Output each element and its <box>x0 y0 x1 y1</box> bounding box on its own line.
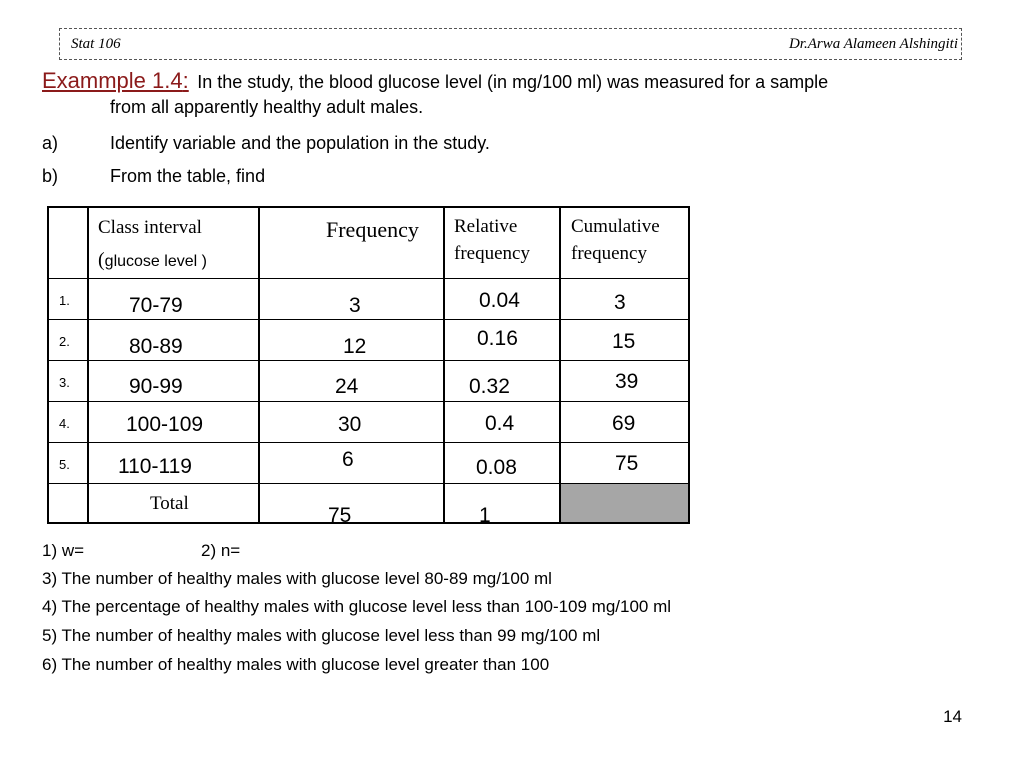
row-relative: 0.32 <box>469 375 510 398</box>
row-cumulative: 69 <box>612 412 636 435</box>
row-index: 5. <box>59 457 70 472</box>
example-heading <box>42 68 828 94</box>
row-frequency: 3 <box>349 294 361 317</box>
table-divider <box>49 319 688 320</box>
table-divider <box>49 278 688 279</box>
row-index: 2. <box>59 334 70 349</box>
part-b-text: From the table, find <box>110 166 266 186</box>
header-class-interval: Class interval <box>98 217 202 238</box>
table-divider <box>49 442 688 443</box>
row-cumulative: 3 <box>614 291 626 314</box>
header-cumulative-1: Cumulative <box>571 216 660 237</box>
question-4: 4) The percentage of healthy males with glucose level less than 100-109 mg/100 ml <box>42 597 672 616</box>
question-6: 6) The number of healthy males with glucose level greater than 100 <box>42 655 550 674</box>
header-frequency: Frequency <box>326 217 419 242</box>
row-relative: 0.4 <box>485 412 515 435</box>
total-label: Total <box>150 493 189 514</box>
row-frequency: 6 <box>342 448 354 471</box>
row-cumulative: 75 <box>615 452 639 475</box>
row-relative: 0.16 <box>477 327 518 350</box>
row-interval: 100-109 <box>126 413 204 436</box>
row-cumulative: 15 <box>612 330 636 353</box>
row-index: 4. <box>59 416 70 431</box>
table-divider <box>49 360 688 361</box>
example-intro-line1: In the study, the blood glucose level (in mg/100 ml) was measured for a sample <box>197 72 829 92</box>
page-number: 14 <box>943 707 962 726</box>
question-3: 3) The number of healthy males with glucose level 80-89 mg/100 ml <box>42 569 552 588</box>
table-divider <box>258 208 260 522</box>
header-cumulative-2: frequency <box>571 243 647 264</box>
header-glucose-level <box>98 249 207 272</box>
row-interval: 110-119 <box>118 455 192 478</box>
example-colon: : <box>182 68 189 93</box>
table-divider <box>49 401 688 402</box>
row-relative: 0.04 <box>479 289 520 312</box>
question-1: 1) w= <box>42 541 85 560</box>
example-title: Exammple 1.4 <box>42 68 183 93</box>
table-divider <box>87 208 89 522</box>
total-frequency: 75 <box>328 504 352 527</box>
header-relative-2: frequency <box>454 243 530 264</box>
course-label: Stat 106 <box>71 36 121 52</box>
row-interval: 80-89 <box>129 335 183 358</box>
row-interval: 90-99 <box>129 375 183 398</box>
header-glucose-text: glucose level ) <box>104 253 207 270</box>
row-frequency: 12 <box>343 335 367 358</box>
empty-total-cell <box>561 484 688 522</box>
example-intro-line2: from all apparently healthy adult males. <box>110 97 424 117</box>
table-divider <box>559 208 561 522</box>
row-frequency: 30 <box>338 413 362 436</box>
author-label: Dr.Arwa Alameen Alshingiti <box>788 36 958 52</box>
part-a-text: Identify variable and the population in the study. <box>110 133 490 153</box>
row-index: 1. <box>59 293 70 308</box>
table-divider <box>443 208 445 522</box>
row-frequency: 24 <box>335 375 359 398</box>
question-5: 5) The number of healthy males with glucose level less than 99 mg/100 ml <box>42 626 601 645</box>
total-relative: 1 <box>479 504 491 527</box>
header-glucose-paren: ( <box>98 249 105 271</box>
frequency-table <box>47 206 690 527</box>
row-interval: 70-79 <box>129 294 183 317</box>
part-a-marker: a) <box>42 133 59 153</box>
row-cumulative: 39 <box>615 370 639 393</box>
question-2: 2) n= <box>201 541 241 560</box>
row-relative: 0.08 <box>476 456 517 479</box>
part-b-marker: b) <box>42 166 59 186</box>
row-index: 3. <box>59 375 70 390</box>
header-relative-1: Relative <box>454 216 518 237</box>
